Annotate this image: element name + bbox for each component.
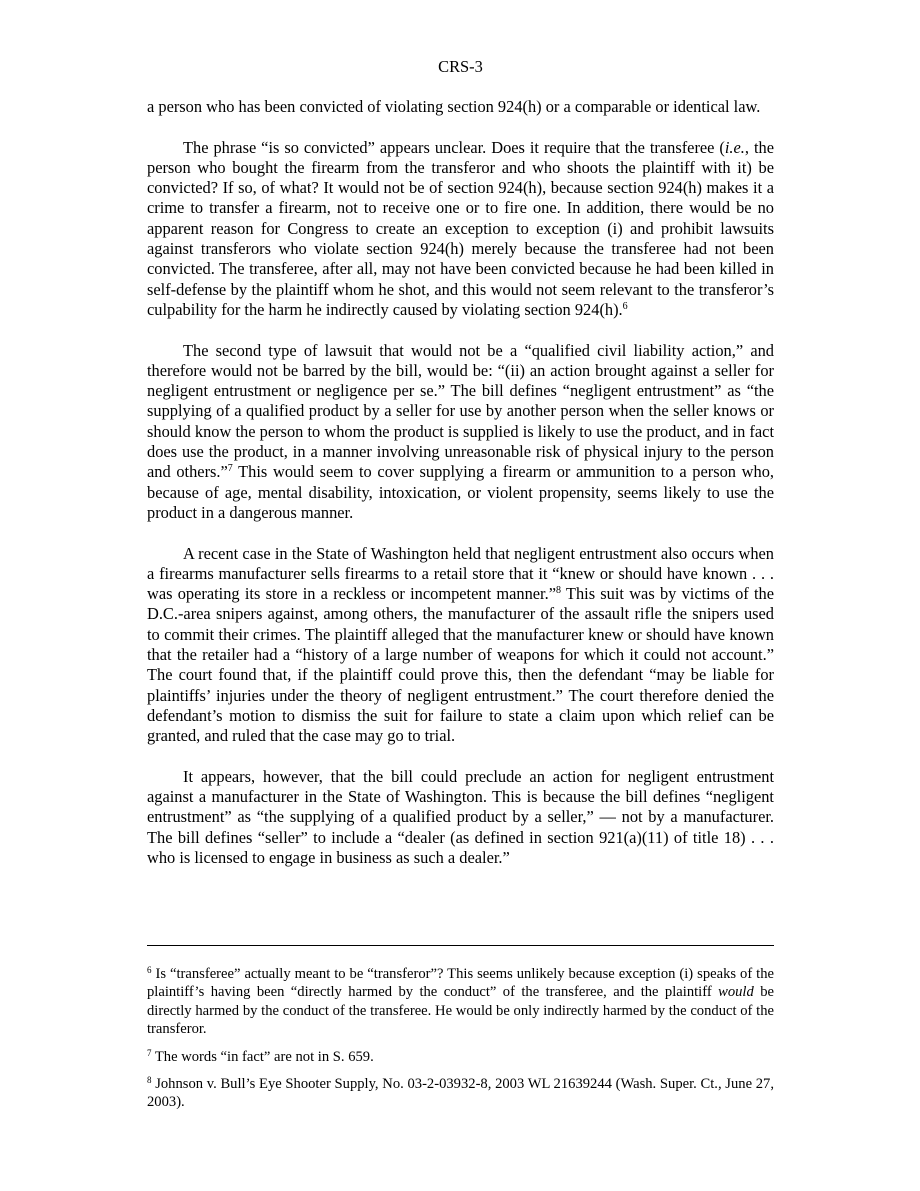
paragraph-text: The second type of lawsuit that would not be a “qualified civil liability action,” and therefore would not be barred by the bill, would be: “(ii) an action brought against a seller for negligent entrustment or negligence per se.” The bill defines “negligent entrustment” as “the supplying of a qualified product by a seller for use by another person when the seller knows or should know the person to whom the product is supplied is likely to use the product, and in fact does use the product, in a manner involving unreasonable risk of physical injury to the person and others.” — [147, 340, 774, 482]
footnote-ref-7[interactable]: 7 — [227, 463, 233, 475]
footnote-7 — [147, 1048, 774, 1066]
paragraph-text: It appears, however, that the bill could preclude an action for negligent entrustment against a manufacturer in the State of Washington. This is because the bill defines “negligent entrustment” as “the supplying of a qualified product by a seller,” — not by a manufacturer. The bill defines “seller” to include a “dealer (as defined in section 921(a)(11) of title 18) . . . who is licensed to engage in business as such a dealer.” — [147, 766, 774, 867]
paragraph-text: A recent case in the State of Washington held that negligent entrustment also occurs when a firearms manufacturer sells firearms to a retail store that it “knew or should have known . . . was operating its store in a reckless or incompetent manner.” — [147, 543, 774, 604]
footnote-number: 8 — [147, 1075, 152, 1086]
footnote-text: The words “in fact” are not in S. 659. — [151, 1048, 374, 1065]
footnotes-section — [147, 965, 774, 1121]
paragraph-text: This would seem to cover supplying a firearm or ammunition to a person who, because of age, mental disability, intoxication, or violent propensity, seems likely to use the product in a dangerous manner. — [147, 462, 774, 522]
paragraph-text: , the person who bought the firearm from the transferor and who shoots the plaintiff with it) be convicted? If so, of what? It would not be of section 924(h), because section 924(h) makes it a crime to transfer a firearm, not to receive one or to fire one. In addition, there would be no apparent reason for Congress to create an exception to exception (i) and prohibit lawsuits against transferors who violate section 924(h) merely because the transferee had not been convicted. The transferee, after all, may not have been convicted because he had been killed in self-defense by the plaintiff whom he shot, and this would not seem relevant to the transferor’s culpability for the harm he indirectly caused by violating section 924(h). — [147, 137, 774, 319]
body-text — [147, 97, 774, 868]
footnote-8 — [147, 1075, 774, 1112]
paragraph-preclude-action — [147, 767, 774, 868]
paragraph-text: The phrase “is so convicted” appears unclear. Does it require that the transferee ( — [183, 137, 725, 157]
paragraph-negligent-entrustment — [147, 341, 774, 524]
document-page — [147, 0, 774, 868]
paragraph-text: This suit was by victims of the D.C.-area snipers against, among others, the manufacturer of the assault rifle the snipers used to commit their crimes. The plaintiff alleged that the manufacturer knew or should have known that the retailer had a “history of a large number of weapons for which it could not account.” The court found that, if the plaintiff could prove this, then the defendant “may be liable for plaintiffs’ injuries under the theory of negligent entrustment.” The court therefore denied the defendant’s motion to dismiss the suit for failure to state a claim upon which relief can be granted, and ruled that the case may go to trial. — [147, 584, 774, 746]
footnote-6 — [147, 965, 774, 1039]
paragraph-text: a person who has been convicted of violating section 924(h) or a comparable or identical law. — [147, 97, 761, 116]
footnote-text: Johnson v. Bull’s Eye Shooter Supply, No. 03-2-03932-8, 2003 WL 21639244 (Wash. Super. Ct., June 27, 2003). — [147, 1076, 774, 1111]
footnote-text: Is “transferee” actually meant to be “transferor”? This seems unlikely because exception (i) speaks of the plaintiff’s having been “directly harmed by the conduct” of the transferee, and the plaintiff — [147, 966, 774, 1001]
paragraph-convicted-phrase — [147, 138, 774, 321]
paragraph-washington-case — [147, 544, 774, 747]
page-number-header: CRS-3 — [438, 57, 483, 76]
footnote-ref-8[interactable]: 8 — [555, 585, 561, 597]
paragraph-continuation — [147, 97, 774, 117]
italic-ie: i.e. — [724, 137, 745, 157]
footnote-ref-6[interactable]: 6 — [622, 300, 628, 312]
footnote-text: be directly harmed by the conduct of the transferee. He would be only indirectly harmed by the conduct of the transferor. — [147, 984, 774, 1038]
italic-would: would — [718, 984, 754, 1001]
footnote-divider — [147, 945, 774, 946]
footnote-number: 6 — [147, 965, 152, 975]
footnote-number: 7 — [147, 1047, 152, 1058]
